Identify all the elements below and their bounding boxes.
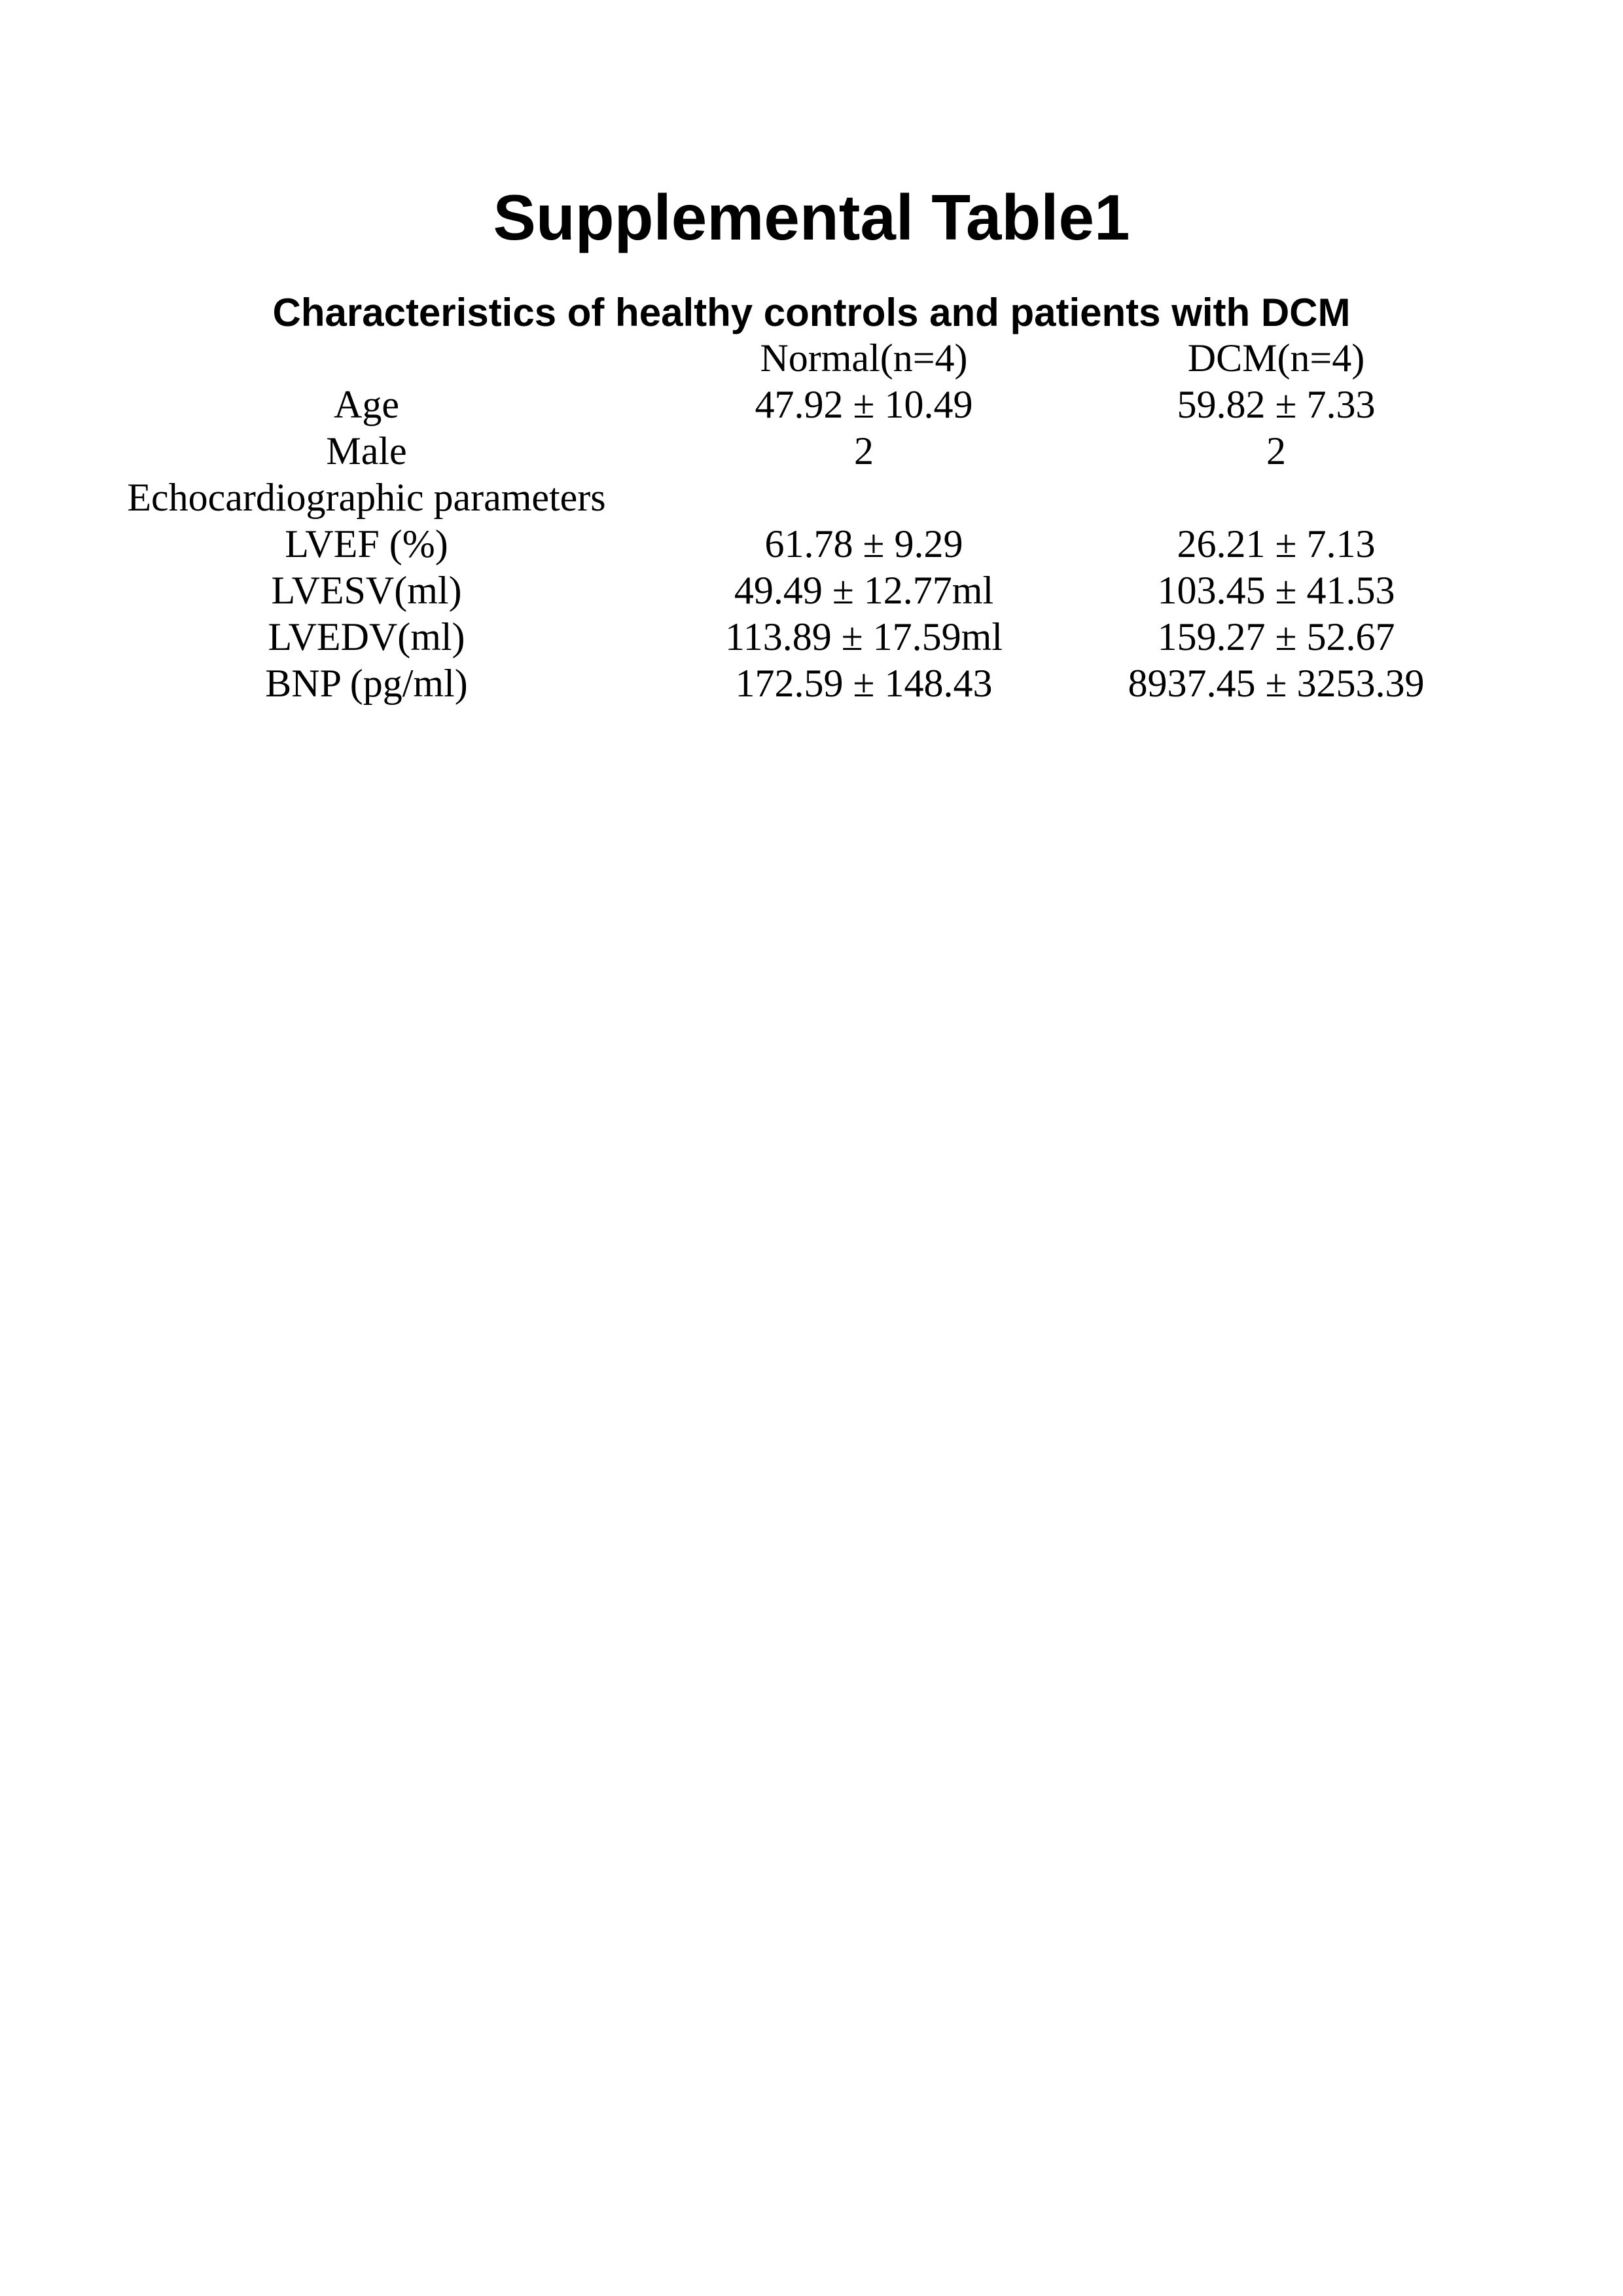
row-dcm-value: 103.45 ± 41.53	[1157, 569, 1395, 612]
row-label: LVESV(ml)	[271, 569, 462, 612]
row-normal-value: 2	[854, 429, 874, 473]
section-label: Echocardiographic parameters	[127, 476, 606, 519]
table-row	[0, 614, 1623, 660]
characteristics-table	[0, 335, 1623, 707]
row-dcm-value: 59.82 ± 7.33	[1177, 383, 1376, 426]
row-dcm-value: 159.27 ± 52.67	[1157, 615, 1395, 658]
row-label: Age	[334, 383, 399, 426]
row-label: Male	[326, 429, 407, 473]
table-row	[0, 660, 1623, 707]
table-row	[0, 521, 1623, 567]
row-normal-value	[641, 475, 1086, 521]
table-subtitle: Characteristics of healthy controls and patients with DCM	[272, 291, 1351, 334]
row-dcm-value: 2	[1266, 429, 1286, 473]
row-label: LVEF (%)	[285, 522, 448, 565]
row-dcm-value	[1073, 475, 1479, 521]
row-label: LVEDV(ml)	[268, 615, 465, 658]
header-label	[98, 335, 635, 382]
row-dcm-value: 8937.45 ± 3253.39	[1128, 662, 1425, 705]
row-label: BNP (pg/ml)	[265, 662, 468, 705]
row-normal-value: 61.78 ± 9.29	[764, 522, 963, 565]
header-normal: Normal(n=4)	[760, 336, 968, 380]
table-row	[0, 567, 1623, 614]
row-normal-value: 172.59 ± 148.43	[735, 662, 993, 705]
table-row	[0, 382, 1623, 428]
row-dcm-value: 26.21 ± 7.13	[1177, 522, 1376, 565]
table-section-row	[0, 475, 1623, 521]
table-header-row	[0, 335, 1623, 382]
page-title: Supplemental Table1	[493, 181, 1130, 253]
table-row	[0, 428, 1623, 475]
row-normal-value: 47.92 ± 10.49	[755, 383, 973, 426]
header-dcm: DCM(n=4)	[1187, 336, 1365, 380]
row-normal-value: 113.89 ± 17.59ml	[724, 615, 1003, 658]
row-normal-value: 49.49 ± 12.77ml	[734, 569, 994, 612]
